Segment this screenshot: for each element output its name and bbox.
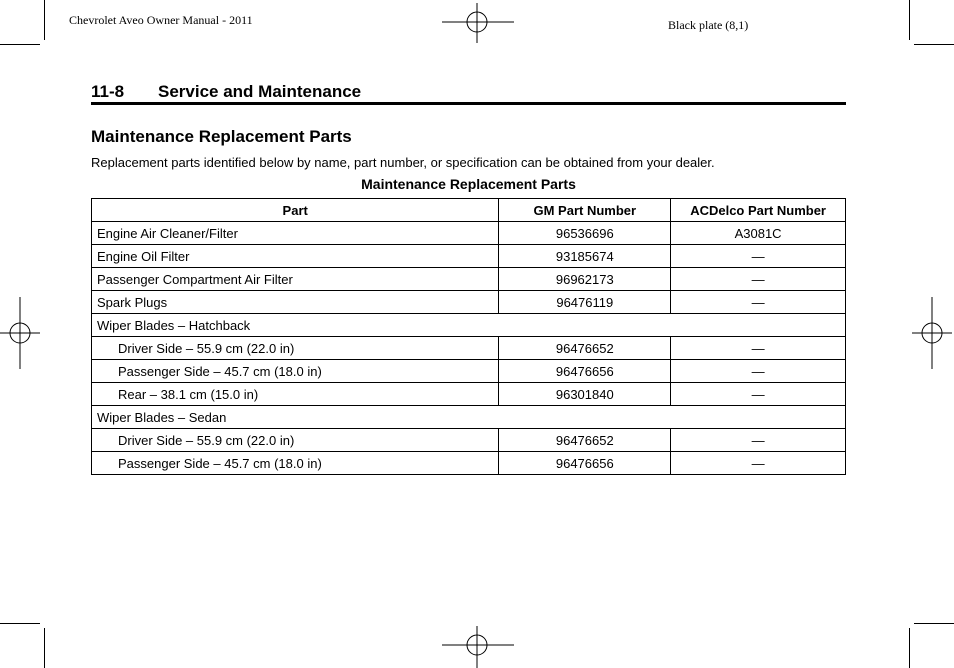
header-acdelco-part-number: ACDelco Part Number bbox=[671, 199, 846, 222]
group-label-hatchback: Wiper Blades – Hatchback bbox=[92, 314, 846, 337]
crop-mark bbox=[0, 623, 40, 624]
part-name: Spark Plugs bbox=[92, 291, 499, 314]
table-header-row bbox=[92, 199, 846, 222]
group-label-sedan: Wiper Blades – Sedan bbox=[92, 406, 846, 429]
gm-part-number: 96476656 bbox=[499, 360, 671, 383]
acdelco-part-number: — bbox=[671, 429, 846, 452]
plate-slug: Black plate (8,1) bbox=[668, 18, 749, 32]
table-row bbox=[92, 245, 846, 268]
part-name: Engine Oil Filter bbox=[92, 245, 499, 268]
gm-part-number: 96476652 bbox=[499, 429, 671, 452]
table-group-row bbox=[92, 314, 846, 337]
table-row bbox=[92, 383, 846, 406]
acdelco-part-number: — bbox=[671, 360, 846, 383]
table-row bbox=[92, 360, 846, 383]
table-row bbox=[92, 291, 846, 314]
gm-part-number: 93185674 bbox=[499, 245, 671, 268]
table-row bbox=[92, 222, 846, 245]
table-row bbox=[92, 337, 846, 360]
gm-part-number: 96536696 bbox=[499, 222, 671, 245]
table-row bbox=[92, 268, 846, 291]
gm-part-number: 96301840 bbox=[499, 383, 671, 406]
manual-title-slug: Chevrolet Aveo Owner Manual - 2011 bbox=[69, 13, 253, 27]
acdelco-part-number: — bbox=[671, 337, 846, 360]
crop-mark bbox=[0, 44, 40, 45]
crop-mark bbox=[909, 0, 910, 40]
gm-part-number: 96962173 bbox=[499, 268, 671, 291]
gm-part-number: 96476656 bbox=[499, 452, 671, 475]
crop-mark bbox=[44, 0, 45, 40]
intro-paragraph: Replacement parts identified below by name, part number, or specification can be obtained from your dealer. bbox=[91, 155, 715, 170]
page-title: Maintenance Replacement Parts bbox=[91, 127, 352, 146]
crop-mark bbox=[914, 623, 954, 624]
registration-mark-left-icon bbox=[0, 297, 40, 369]
gm-part-number: 96476652 bbox=[499, 337, 671, 360]
acdelco-part-number: — bbox=[671, 452, 846, 475]
crop-mark bbox=[909, 628, 910, 668]
registration-mark-right-icon bbox=[912, 297, 952, 369]
part-name: Rear – 38.1 cm (15.0 in) bbox=[92, 383, 499, 406]
table-row bbox=[92, 429, 846, 452]
part-name: Passenger Side – 45.7 cm (18.0 in) bbox=[92, 452, 499, 475]
table-caption: Maintenance Replacement Parts bbox=[361, 176, 576, 192]
registration-mark-bottom-icon bbox=[442, 626, 514, 668]
part-name: Engine Air Cleaner/Filter bbox=[92, 222, 499, 245]
crop-mark bbox=[44, 628, 45, 668]
acdelco-part-number: — bbox=[671, 291, 846, 314]
section-header bbox=[91, 81, 846, 105]
part-name: Driver Side – 55.9 cm (22.0 in) bbox=[92, 337, 499, 360]
header-part: Part bbox=[92, 199, 499, 222]
section-title: Service and Maintenance bbox=[158, 82, 362, 101]
gm-part-number: 96476119 bbox=[499, 291, 671, 314]
acdelco-part-number: — bbox=[671, 383, 846, 406]
part-name: Passenger Compartment Air Filter bbox=[92, 268, 499, 291]
acdelco-part-number: A3081C bbox=[671, 222, 846, 245]
table-group-row bbox=[92, 406, 846, 429]
acdelco-part-number: — bbox=[671, 245, 846, 268]
acdelco-part-number: — bbox=[671, 268, 846, 291]
section-number: 11-8 bbox=[91, 82, 125, 101]
registration-mark-top-icon bbox=[442, 3, 514, 43]
crop-mark bbox=[914, 44, 954, 45]
replacement-parts-table bbox=[91, 198, 846, 475]
part-name: Driver Side – 55.9 cm (22.0 in) bbox=[92, 429, 499, 452]
part-name: Passenger Side – 45.7 cm (18.0 in) bbox=[92, 360, 499, 383]
table-row bbox=[92, 452, 846, 475]
header-gm-part-number: GM Part Number bbox=[499, 199, 671, 222]
